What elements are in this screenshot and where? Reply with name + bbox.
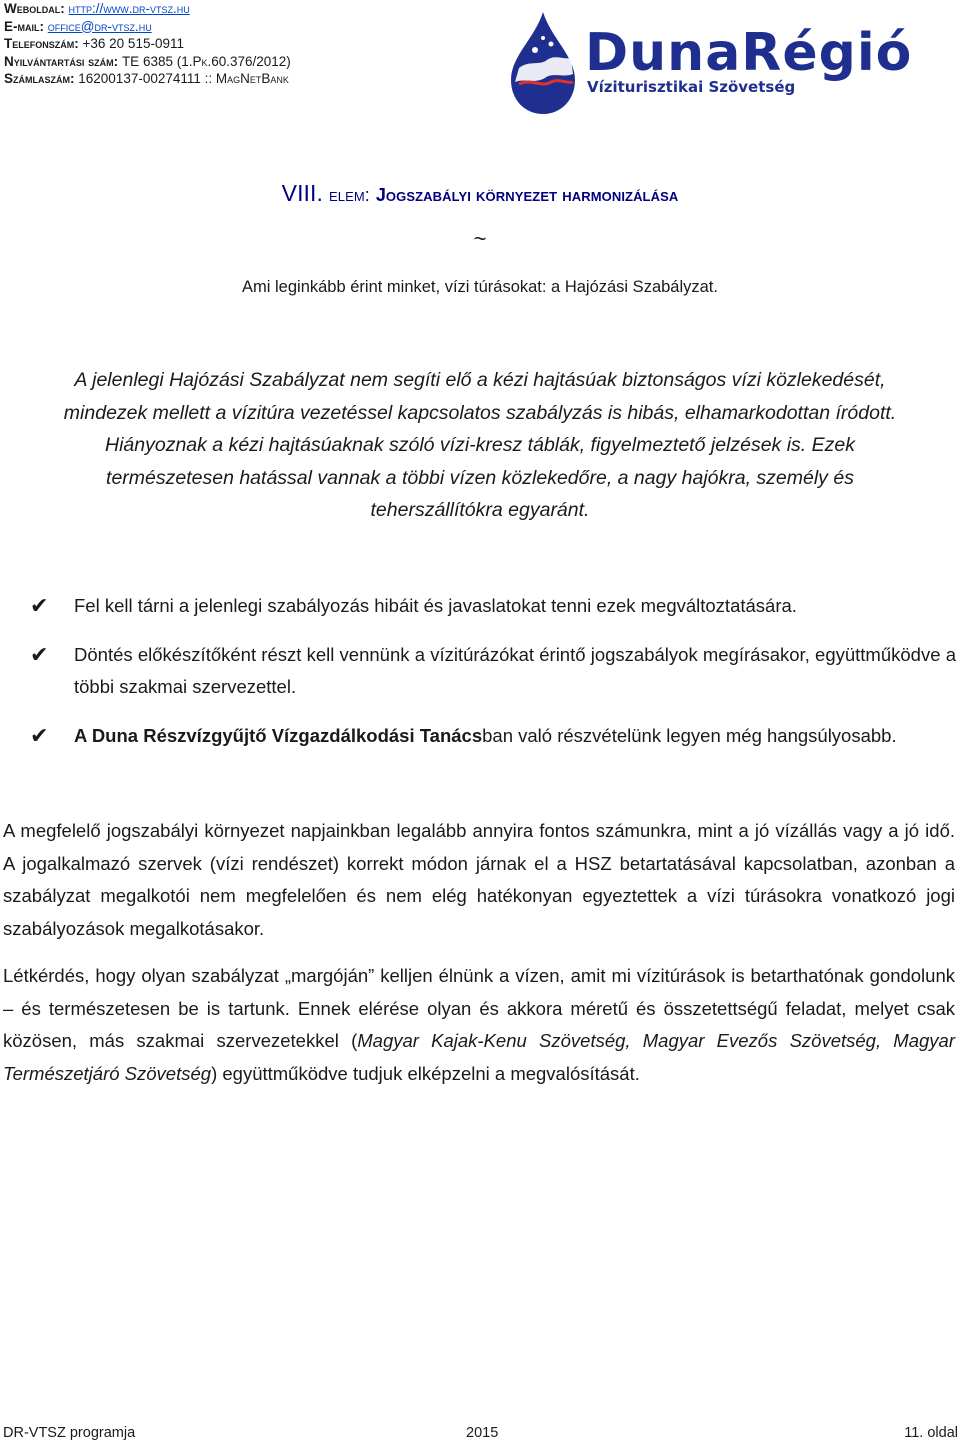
checklist-item-bold-text: A Duna Részvízgyűjtő Vízgazdálkodási Tanács bbox=[74, 724, 483, 746]
checkmark-icon: ✔ bbox=[30, 593, 49, 618]
footer-program: DR-VTSZ programja bbox=[3, 1425, 136, 1441]
checklist-item-text: ban való részvételünk legyen még hangsúlyosabb. bbox=[482, 724, 897, 746]
phone-label: Telefonszám: bbox=[4, 36, 79, 51]
phone-value: +36 20 515-0911 bbox=[82, 36, 184, 51]
email-row bbox=[4, 18, 291, 36]
account-value: 16200137-00274111 :: MagNetBank bbox=[78, 71, 289, 86]
page-title bbox=[0, 180, 960, 207]
logo-brand-text: DunaRégió bbox=[585, 23, 913, 83]
checklist-item bbox=[30, 720, 956, 753]
phone-row bbox=[4, 35, 291, 53]
website-link[interactable]: http://www.dr-vtsz.hu bbox=[68, 1, 190, 16]
footer-page-number: 11. oldal bbox=[904, 1425, 958, 1441]
email-label: E-mail: bbox=[4, 18, 44, 34]
checklist bbox=[30, 590, 956, 768]
contact-block bbox=[4, 0, 291, 88]
intro-paragraph: A jelenlegi Hajózási Szabályzat nem segíti elő a kézi hajtásúak biztonságos vízi közlekedését, mindezek mellett a vízitúra vezetéssel kapcsolatos szabályzás is hibás, elhamarkodottan íródott. Hiányoznak a kézi hajtásúaknak szóló vízi-kresz táblák, figyelmeztető jelzések is. Ezek természetesen hatással vannak a többi vízen közlekedőre, a nagy hajókra, személy és teherszállítókra egyaránt. bbox=[63, 369, 897, 521]
registration-value: TE 6385 (1.Pk.60.376/2012) bbox=[121, 53, 291, 69]
dunaregio-logo bbox=[505, 8, 957, 118]
checklist-item-text: Fel kell tárni a jelenlegi szabályozás hibáit és javaslatokat tenni ezek megváltoztatására. bbox=[74, 595, 797, 616]
checkmark-icon: ✔ bbox=[30, 641, 49, 667]
paragraph-text: ) együttműködve tudjuk elképzelni a megvalósítását. bbox=[211, 1063, 640, 1085]
body-paragraph-2 bbox=[3, 960, 955, 1091]
checklist-item bbox=[30, 590, 956, 623]
checklist-item-text: Döntés előkészítőként részt kell vennünk a vízitúrázókat érintő jogszabályok megírásakor, együttműködve a többi szakmai szervezettel. bbox=[74, 643, 956, 697]
logo-tagline-text: Víziturisztikai Szövetség bbox=[587, 78, 796, 96]
registration-label: Nyilvántartási szám: bbox=[4, 53, 119, 69]
account-row bbox=[4, 70, 291, 88]
account-label: Számlaszám: bbox=[4, 71, 75, 86]
subtitle: Ami leginkább érint minket, vízi túrásokat: a Hajózási Szabályzat. bbox=[242, 278, 718, 296]
website-label: Weboldal: bbox=[4, 1, 65, 16]
title-number: VIII. bbox=[281, 180, 324, 206]
checkmark-icon: ✔ bbox=[30, 722, 49, 748]
paragraph-italic-text: Magyar Kajak-Kenu Szövetség, Magyar Evezős Szövetség, Magyar Természetjáró Szövetség bbox=[3, 1030, 955, 1085]
title-separator: ~ bbox=[473, 226, 487, 251]
paragraph-text: Létkérdés, hogy olyan szabályzat „margóján” kelljen élnünk a vízen, amit mi vízitúrások is betarthatónak gondolunk – és természetesen be is tartunk. Ennek elérése olyan és akkora méretű és összetettségű feladat, melyet csak közösen, más szakmai szervezetekkel ( bbox=[3, 965, 955, 1052]
email-link[interactable]: office@dr-vtsz.hu bbox=[47, 18, 152, 34]
title-elem: elem: bbox=[328, 185, 370, 205]
checklist-item bbox=[30, 639, 956, 704]
body-paragraph-1: A megfelelő jogszabályi környezet napjainkban legalább annyira fontos számunkra, mint a jó vízállás vagy a jó idő. A jogalkalmazó szervek (vízi rendészet) korrekt módon járnak el a HSZ betartatásával kapcsolatban, azonban a szabályzat megalkotói nem megfelelően és nem elég hatékonyan egyeztettek a vízi túrásokra vonatkozó jogi szabályozások megalkotásakor. bbox=[3, 820, 955, 940]
title-rest: Jogszabályi környezet harmonizálása bbox=[375, 185, 679, 205]
registration-row bbox=[4, 53, 291, 71]
footer-year: 2015 bbox=[466, 1425, 499, 1441]
website-row bbox=[4, 0, 291, 18]
